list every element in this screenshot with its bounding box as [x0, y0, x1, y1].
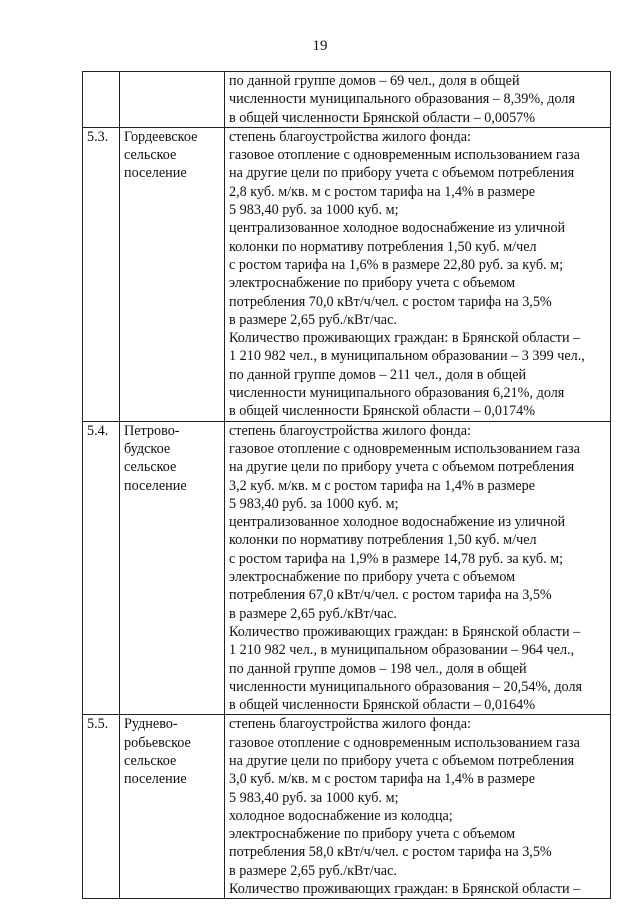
description-line: 1 210 982 чел., в муниципальном образовании – 3 399 чел., [229, 348, 585, 365]
description-line: 3,2 куб. м/кв. м с ростом тарифа на 1,4% в размере [229, 477, 536, 494]
row-number: 5.3. [83, 127, 120, 421]
description-line: численности муниципального образования – 20,54%, доля [229, 678, 583, 695]
description-line: в общей численности Брянской области – 0,0057% [229, 109, 536, 126]
settlement-name-line: сельское [124, 752, 177, 769]
settlement-name-cell [120, 72, 225, 128]
settlement-name-line: сельское [124, 459, 177, 476]
description-line: газовое отопление с одновременным использованием газа [229, 147, 580, 164]
page-number: 19 [312, 38, 328, 54]
settlement-name-cell [120, 421, 225, 715]
description-line: на другие цели по прибору учета с объемом потребления [229, 752, 575, 769]
table-row [83, 715, 611, 899]
table-row [83, 127, 611, 421]
settlement-name-line: Руднево- [124, 716, 178, 733]
settlement-name-line: сельское [124, 147, 177, 164]
table-row [83, 421, 611, 715]
description-line: на другие цели по прибору учета с объемом потребления [229, 165, 575, 182]
description-line: потребления 70,0 кВт/ч/чел. с ростом тарифа на 3,5% [229, 293, 552, 310]
settlement-name-line: Петрово- [124, 422, 180, 439]
description-cell [225, 421, 611, 715]
description-line: степень благоустройства жилого фонда: [229, 716, 471, 733]
description-cell [225, 715, 611, 899]
description-line: численности муниципального образования – 8,39%, доля [229, 91, 575, 108]
settlement-name-cell [120, 715, 225, 899]
description-line: колонки по нормативу потребления 1,50 куб. м/чел [229, 238, 537, 255]
description-line: Количество проживающих граждан: в Брянской области – [229, 623, 581, 640]
description-line: численности муниципального образования 6,21%, доля [229, 385, 565, 402]
settlement-name-line: поселение [124, 771, 187, 788]
settlement-name-cell [120, 127, 225, 421]
description-line: в общей численности Брянской области – 0,0174% [229, 403, 536, 420]
description-line: в общей численности Брянской области – 0,0164% [229, 697, 536, 714]
tariff-table [82, 71, 611, 899]
description-line: централизованное холодное водоснабжение из уличной [229, 220, 566, 237]
description-line: потребления 58,0 кВт/ч/чел. с ростом тарифа на 3,5% [229, 844, 552, 861]
description-line: электроснабжение по прибору учета с объемом [229, 826, 516, 843]
description-line: 2,8 куб. м/кв. м с ростом тарифа на 1,4% в размере [229, 183, 536, 200]
description-line: в размере 2,65 руб./кВт/час. [229, 862, 397, 879]
description-line: на другие цели по прибору учета с объемом потребления [229, 459, 575, 476]
row-number: 5.4. [83, 421, 120, 715]
description-line: степень благоустройства жилого фонда: [229, 128, 471, 145]
description-line: холодное водоснабжение из колодца; [229, 807, 453, 824]
row-number-cell [83, 72, 120, 128]
description-line: по данной группе домов – 198 чел., доля в общей [229, 660, 527, 677]
settlement-name-line: поселение [124, 477, 187, 494]
description-line: централизованное холодное водоснабжение из уличной [229, 514, 566, 531]
table-row-continuation [83, 72, 611, 128]
description-line: степень благоустройства жилого фонда: [229, 422, 471, 439]
description-line: газовое отопление с одновременным использованием газа [229, 734, 580, 751]
description-cell [225, 72, 611, 128]
description-line: 3,0 куб. м/кв. м с ростом тарифа на 1,4% в размере [229, 771, 536, 788]
description-line: электроснабжение по прибору учета с объемом [229, 569, 516, 586]
settlement-name-line: Гордеевское [124, 128, 198, 145]
description-line: по данной группе домов – 211 чел., доля в общей [229, 366, 527, 383]
description-line: по данной группе домов – 69 чел., доля в общей [229, 73, 520, 89]
description-line: Количество проживающих граждан: в Брянской области – [229, 330, 581, 347]
settlement-name-line: робьевское [124, 734, 191, 751]
description-cell [225, 127, 611, 421]
description-line: Количество проживающих граждан: в Брянской области – [229, 881, 581, 898]
settlement-name-line: поселение [124, 165, 187, 182]
description-line: колонки по нормативу потребления 1,50 куб. м/чел [229, 532, 537, 549]
description-line: 1 210 982 чел., в муниципальном образовании – 964 чел., [229, 642, 575, 659]
description-line: газовое отопление с одновременным использованием газа [229, 440, 580, 457]
row-number: 5.5. [83, 715, 120, 899]
description-line: 5 983,40 руб. за 1000 куб. м; [229, 202, 399, 219]
description-line: электроснабжение по прибору учета с объемом [229, 275, 516, 292]
description-line: потребления 67,0 кВт/ч/чел. с ростом тарифа на 3,5% [229, 587, 552, 604]
description-line: 5 983,40 руб. за 1000 куб. м; [229, 495, 399, 512]
description-line: 5 983,40 руб. за 1000 куб. м; [229, 789, 399, 806]
description-line: с ростом тарифа на 1,9% в размере 14,78 руб. за куб. м; [229, 550, 564, 567]
description-line: с ростом тарифа на 1,6% в размере 22,80 руб. за куб. м; [229, 256, 564, 273]
settlement-name-line: будское [124, 440, 171, 457]
description-line: в размере 2,65 руб./кВт/час. [229, 605, 397, 622]
description-line: в размере 2,65 руб./кВт/час. [229, 311, 397, 328]
